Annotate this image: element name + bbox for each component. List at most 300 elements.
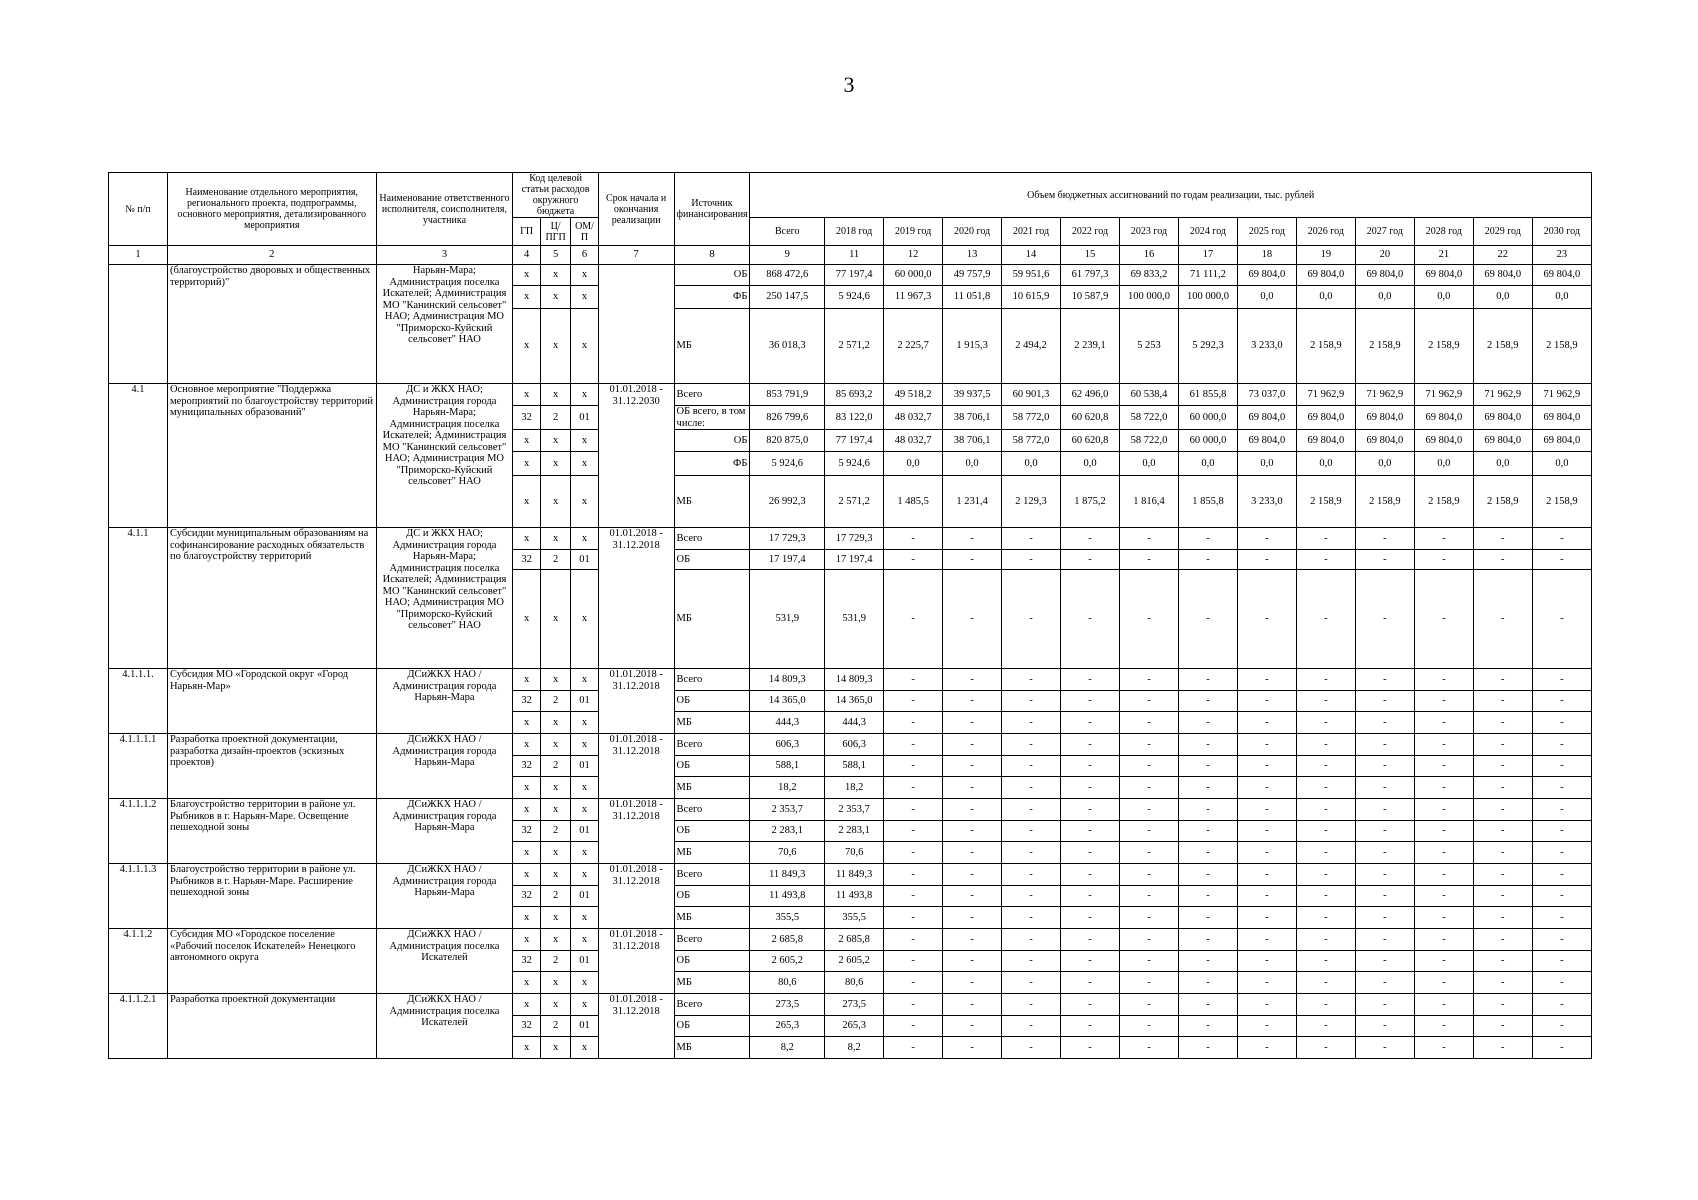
- value-year: -: [1002, 691, 1061, 712]
- value-year: 69 804,0: [1473, 406, 1532, 430]
- value-year: -: [1414, 951, 1473, 972]
- code-om: х: [571, 452, 598, 476]
- funding-source: Всего: [674, 994, 750, 1016]
- value-year: 2 353,7: [825, 799, 884, 821]
- value-year: -: [884, 570, 943, 669]
- code-gp: х: [513, 864, 540, 886]
- value-year: 1 875,2: [1061, 476, 1120, 528]
- value-year: -: [1532, 570, 1591, 669]
- value-year: -: [1296, 799, 1355, 821]
- header-num: № п/п: [109, 173, 168, 246]
- code-cpgp: х: [540, 265, 571, 286]
- value-total: 17 729,3: [750, 528, 825, 550]
- value-year: -: [943, 907, 1002, 929]
- header-year: 2024 год: [1178, 218, 1237, 246]
- value-year: -: [943, 842, 1002, 864]
- row-period: [598, 265, 674, 384]
- value-year: -: [943, 994, 1002, 1016]
- value-year: -: [1178, 570, 1237, 669]
- value-year: -: [1061, 929, 1120, 951]
- value-total: 868 472,6: [750, 265, 825, 286]
- value-year: 606,3: [825, 734, 884, 756]
- value-year: -: [1002, 886, 1061, 907]
- code-om: 01: [571, 1016, 598, 1037]
- value-year: -: [1119, 691, 1178, 712]
- value-year: 69 804,0: [1237, 430, 1296, 452]
- value-year: -: [943, 951, 1002, 972]
- row-number: [109, 265, 168, 384]
- code-cpgp: х: [540, 994, 571, 1016]
- value-total: 444,3: [750, 712, 825, 734]
- value-year: -: [884, 842, 943, 864]
- table-row: [109, 994, 1592, 1016]
- value-year: 2 225,7: [884, 309, 943, 384]
- value-total: 2 353,7: [750, 799, 825, 821]
- code-cpgp: 2: [540, 1016, 571, 1037]
- code-gp: х: [513, 384, 540, 406]
- value-year: -: [1473, 756, 1532, 777]
- value-year: -: [1237, 929, 1296, 951]
- value-year: 71 962,9: [1473, 384, 1532, 406]
- value-year: -: [1061, 669, 1120, 691]
- row-name: Разработка проектной документации, разработка дизайн-проектов (эскизных проектов): [167, 734, 376, 799]
- value-year: -: [1119, 570, 1178, 669]
- row-name: Субсидия МО «Городское поселение «Рабочий поселок Искателей» Ненецкого автономного округа: [167, 929, 376, 994]
- value-total: 5 924,6: [750, 452, 825, 476]
- code-gp: х: [513, 734, 540, 756]
- code-cpgp: х: [540, 309, 571, 384]
- funding-source: ФБ: [674, 286, 750, 309]
- code-om: 01: [571, 821, 598, 842]
- value-year: -: [1237, 972, 1296, 994]
- value-total: 531,9: [750, 570, 825, 669]
- value-year: 48 032,7: [884, 406, 943, 430]
- value-year: -: [1237, 777, 1296, 799]
- code-cpgp: 2: [540, 821, 571, 842]
- code-cpgp: х: [540, 972, 571, 994]
- value-year: -: [1355, 570, 1414, 669]
- code-om: х: [571, 929, 598, 951]
- value-year: -: [1002, 994, 1061, 1016]
- value-year: -: [1296, 756, 1355, 777]
- value-year: -: [1532, 691, 1591, 712]
- value-year: -: [884, 756, 943, 777]
- value-year: 10 587,9: [1061, 286, 1120, 309]
- value-year: -: [1237, 994, 1296, 1016]
- row-period: 01.01.2018 - 31.12.2018: [598, 929, 674, 994]
- value-total: 36 018,3: [750, 309, 825, 384]
- value-year: -: [1119, 994, 1178, 1016]
- row-number: 4.1: [109, 384, 168, 528]
- value-year: -: [1473, 669, 1532, 691]
- value-year: -: [1355, 929, 1414, 951]
- column-number: 22: [1473, 246, 1532, 265]
- code-om: х: [571, 864, 598, 886]
- value-year: -: [1532, 972, 1591, 994]
- code-om: х: [571, 286, 598, 309]
- value-total: 2 283,1: [750, 821, 825, 842]
- value-year: 69 804,0: [1296, 430, 1355, 452]
- value-year: -: [1178, 1016, 1237, 1037]
- value-year: 2 158,9: [1355, 476, 1414, 528]
- code-gp: 32: [513, 821, 540, 842]
- value-year: -: [1414, 886, 1473, 907]
- value-year: 69 804,0: [1296, 406, 1355, 430]
- value-year: -: [943, 777, 1002, 799]
- value-total: 14 809,3: [750, 669, 825, 691]
- value-year: 0,0: [1473, 452, 1532, 476]
- value-year: 2 239,1: [1061, 309, 1120, 384]
- value-year: -: [1473, 864, 1532, 886]
- value-year: 60 000,0: [884, 265, 943, 286]
- value-year: 0,0: [1532, 452, 1591, 476]
- code-cpgp: х: [540, 777, 571, 799]
- value-year: -: [1061, 570, 1120, 669]
- value-year: -: [1061, 756, 1120, 777]
- value-year: -: [884, 864, 943, 886]
- value-year: 1 485,5: [884, 476, 943, 528]
- value-year: 8,2: [825, 1037, 884, 1059]
- row-number: 4.1.1.1.1: [109, 734, 168, 799]
- value-total: 265,3: [750, 1016, 825, 1037]
- value-year: 0,0: [1414, 452, 1473, 476]
- value-year: 444,3: [825, 712, 884, 734]
- value-year: 69 804,0: [1473, 430, 1532, 452]
- code-gp: х: [513, 669, 540, 691]
- value-year: -: [1473, 907, 1532, 929]
- value-year: -: [1355, 756, 1414, 777]
- value-year: 77 197,4: [825, 430, 884, 452]
- value-year: -: [1532, 734, 1591, 756]
- value-year: 58 772,0: [1002, 406, 1061, 430]
- value-year: -: [1355, 864, 1414, 886]
- value-year: -: [1473, 528, 1532, 550]
- value-year: 71 962,9: [1414, 384, 1473, 406]
- value-year: 18,2: [825, 777, 884, 799]
- value-year: -: [1532, 951, 1591, 972]
- value-year: -: [1296, 691, 1355, 712]
- value-year: -: [1061, 821, 1120, 842]
- value-year: -: [884, 691, 943, 712]
- value-year: -: [1414, 528, 1473, 550]
- value-year: -: [943, 756, 1002, 777]
- value-year: -: [1237, 734, 1296, 756]
- value-year: -: [1473, 994, 1532, 1016]
- value-year: -: [1178, 691, 1237, 712]
- funding-source: МБ: [674, 712, 750, 734]
- code-om: 01: [571, 756, 598, 777]
- value-year: 11 051,8: [943, 286, 1002, 309]
- value-year: -: [1532, 1016, 1591, 1037]
- value-year: 2 158,9: [1414, 309, 1473, 384]
- code-gp: 32: [513, 1016, 540, 1037]
- value-year: -: [1355, 550, 1414, 570]
- row-name: Благоустройство территории в районе ул. Рыбников в г. Нарьян-Маре. Освещение пешеходной зоны: [167, 799, 376, 864]
- value-year: -: [1119, 907, 1178, 929]
- value-year: -: [1002, 821, 1061, 842]
- column-number: 7: [598, 246, 674, 265]
- table-row: [109, 528, 1592, 550]
- funding-source: ОБ: [674, 265, 750, 286]
- value-year: -: [1473, 799, 1532, 821]
- value-year: 69 804,0: [1296, 265, 1355, 286]
- code-om: х: [571, 907, 598, 929]
- value-year: -: [1473, 691, 1532, 712]
- funding-source: МБ: [674, 972, 750, 994]
- row-executor: ДС и ЖКХ НАО; Администрация города Нарьян-Мара; Администрация поселка Искателей; Администрация МО "Канинский сельсовет" НАО; Администрация МО "Приморско-Куйский сельсовет" НАО: [376, 528, 513, 669]
- page-number: 3: [843, 72, 855, 97]
- row-number: 4.1.1.1.3: [109, 864, 168, 929]
- header-year: 2019 год: [884, 218, 943, 246]
- code-gp: х: [513, 265, 540, 286]
- funding-source: ОБ: [674, 691, 750, 712]
- value-year: -: [1061, 972, 1120, 994]
- value-year: 14 809,3: [825, 669, 884, 691]
- code-om: 01: [571, 886, 598, 907]
- value-year: -: [1119, 756, 1178, 777]
- value-year: -: [884, 669, 943, 691]
- value-year: 39 937,5: [943, 384, 1002, 406]
- header-name: Наименование отдельного мероприятия, регионального проекта, подпрограммы, основного мероприятия, детализированного мероприятия: [167, 173, 376, 246]
- value-total: 606,3: [750, 734, 825, 756]
- funding-source: Всего: [674, 384, 750, 406]
- value-year: 1 231,4: [943, 476, 1002, 528]
- table-row: [109, 864, 1592, 886]
- column-number: 20: [1355, 246, 1414, 265]
- value-year: 14 365,0: [825, 691, 884, 712]
- value-year: 2 158,9: [1414, 476, 1473, 528]
- funding-source: ОБ всего, в том числе:: [674, 406, 750, 430]
- header-code: Код целевой статьи расходов окружного бюджета: [513, 173, 598, 218]
- value-year: 0,0: [1061, 452, 1120, 476]
- value-year: -: [1119, 864, 1178, 886]
- code-cpgp: х: [540, 864, 571, 886]
- value-year: 71 962,9: [1355, 384, 1414, 406]
- value-year: -: [1414, 799, 1473, 821]
- value-year: -: [1178, 972, 1237, 994]
- value-year: 2 158,9: [1532, 476, 1591, 528]
- funding-source: МБ: [674, 476, 750, 528]
- column-number: 19: [1296, 246, 1355, 265]
- funding-source: Всего: [674, 864, 750, 886]
- value-year: -: [943, 929, 1002, 951]
- value-year: -: [1002, 929, 1061, 951]
- value-year: 1 855,8: [1178, 476, 1237, 528]
- value-year: -: [943, 821, 1002, 842]
- row-executor: ДСиЖКХ НАО / Администрация города Нарьян-Мара: [376, 799, 513, 864]
- value-year: -: [1237, 821, 1296, 842]
- value-year: 60 901,3: [1002, 384, 1061, 406]
- value-year: -: [1355, 1016, 1414, 1037]
- value-year: -: [1532, 799, 1591, 821]
- funding-source: ОБ: [674, 1016, 750, 1037]
- value-year: -: [1473, 951, 1532, 972]
- value-year: -: [1414, 550, 1473, 570]
- table-row: [109, 929, 1592, 951]
- value-year: -: [1532, 669, 1591, 691]
- value-year: -: [1237, 712, 1296, 734]
- row-number: 4.1.1: [109, 528, 168, 669]
- value-year: -: [1061, 842, 1120, 864]
- value-year: -: [1296, 821, 1355, 842]
- value-year: 5 253: [1119, 309, 1178, 384]
- funding-source: МБ: [674, 842, 750, 864]
- code-om: х: [571, 430, 598, 452]
- value-year: -: [1532, 821, 1591, 842]
- row-period: 01.01.2018 - 31.12.2018: [598, 799, 674, 864]
- funding-source: МБ: [674, 907, 750, 929]
- value-year: -: [1296, 842, 1355, 864]
- funding-source: МБ: [674, 570, 750, 669]
- column-number: 17: [1178, 246, 1237, 265]
- column-number: 6: [571, 246, 598, 265]
- value-total: 250 147,5: [750, 286, 825, 309]
- value-year: 48 032,7: [884, 430, 943, 452]
- value-year: -: [1119, 1016, 1178, 1037]
- code-cpgp: х: [540, 286, 571, 309]
- header-volume: Объем бюджетных ассигнований по годам реализации, тыс. рублей: [750, 173, 1592, 218]
- value-total: 820 875,0: [750, 430, 825, 452]
- value-year: -: [884, 712, 943, 734]
- value-year: -: [1237, 756, 1296, 777]
- value-year: -: [1002, 1016, 1061, 1037]
- value-year: -: [1296, 669, 1355, 691]
- column-number: 18: [1237, 246, 1296, 265]
- code-gp: х: [513, 712, 540, 734]
- value-year: -: [1355, 669, 1414, 691]
- value-year: -: [1414, 669, 1473, 691]
- value-year: -: [1119, 712, 1178, 734]
- code-om: х: [571, 994, 598, 1016]
- value-year: -: [884, 951, 943, 972]
- row-name: (благоустройство дворовых и общественных территорий)": [167, 265, 376, 384]
- value-year: 2 158,9: [1473, 309, 1532, 384]
- column-number: 23: [1532, 246, 1591, 265]
- value-year: -: [1237, 842, 1296, 864]
- value-year: -: [1532, 886, 1591, 907]
- value-year: -: [1061, 1037, 1120, 1059]
- value-year: 69 804,0: [1237, 265, 1296, 286]
- code-gp: х: [513, 452, 540, 476]
- value-year: -: [1473, 1016, 1532, 1037]
- value-year: -: [943, 669, 1002, 691]
- code-gp: 32: [513, 550, 540, 570]
- value-year: -: [1178, 994, 1237, 1016]
- table-row: [109, 265, 1592, 286]
- header-code-gp: ГП: [513, 218, 540, 246]
- value-year: 11 967,3: [884, 286, 943, 309]
- code-gp: 32: [513, 886, 540, 907]
- value-year: 11 493,8: [825, 886, 884, 907]
- value-year: 2 685,8: [825, 929, 884, 951]
- value-total: 2 685,8: [750, 929, 825, 951]
- code-om: х: [571, 1037, 598, 1059]
- value-year: -: [1178, 886, 1237, 907]
- value-year: -: [1178, 669, 1237, 691]
- value-year: 69 804,0: [1355, 406, 1414, 430]
- value-year: -: [1061, 528, 1120, 550]
- value-year: -: [1237, 1037, 1296, 1059]
- code-cpgp: х: [540, 476, 571, 528]
- header-year: 2029 год: [1473, 218, 1532, 246]
- value-year: -: [1473, 842, 1532, 864]
- value-year: -: [1002, 951, 1061, 972]
- value-year: -: [1237, 570, 1296, 669]
- value-year: 0,0: [1119, 452, 1178, 476]
- value-year: 77 197,4: [825, 265, 884, 286]
- value-year: 69 804,0: [1414, 406, 1473, 430]
- value-total: 70,6: [750, 842, 825, 864]
- value-year: -: [1355, 972, 1414, 994]
- value-year: -: [1178, 907, 1237, 929]
- value-year: -: [1414, 756, 1473, 777]
- value-year: -: [1119, 821, 1178, 842]
- value-year: -: [1237, 669, 1296, 691]
- table-row: [109, 734, 1592, 756]
- value-year: -: [1473, 734, 1532, 756]
- value-year: -: [943, 1037, 1002, 1059]
- value-year: -: [1414, 994, 1473, 1016]
- value-year: -: [1002, 972, 1061, 994]
- value-year: -: [1119, 777, 1178, 799]
- value-year: 60 620,8: [1061, 406, 1120, 430]
- value-year: 100 000,0: [1119, 286, 1178, 309]
- code-cpgp: 2: [540, 886, 571, 907]
- value-year: 58 772,0: [1002, 430, 1061, 452]
- code-gp: х: [513, 309, 540, 384]
- table-body: [109, 265, 1592, 1059]
- row-name: Благоустройство территории в районе ул. Рыбников в г. Нарьян-Маре. Расширение пешеходной зоны: [167, 864, 376, 929]
- value-year: -: [1178, 929, 1237, 951]
- column-number: 21: [1414, 246, 1473, 265]
- value-year: -: [1002, 669, 1061, 691]
- value-year: -: [884, 994, 943, 1016]
- row-executor: ДСиЖКХ НАО / Администрация города Нарьян-Мара: [376, 864, 513, 929]
- value-year: 60 538,4: [1119, 384, 1178, 406]
- value-total: 355,5: [750, 907, 825, 929]
- row-period: 01.01.2018 - 31.12.2018: [598, 734, 674, 799]
- value-year: 11 849,3: [825, 864, 884, 886]
- budget-table: [108, 172, 1592, 1059]
- value-year: -: [1178, 528, 1237, 550]
- value-year: -: [1296, 907, 1355, 929]
- funding-source: Всего: [674, 734, 750, 756]
- column-number: 13: [943, 246, 1002, 265]
- value-total: 80,6: [750, 972, 825, 994]
- value-year: 2 129,3: [1002, 476, 1061, 528]
- value-year: -: [1355, 907, 1414, 929]
- value-year: 80,6: [825, 972, 884, 994]
- value-year: -: [1119, 951, 1178, 972]
- value-year: 60 620,8: [1061, 430, 1120, 452]
- code-om: х: [571, 669, 598, 691]
- funding-source: ОБ: [674, 430, 750, 452]
- funding-source: ОБ: [674, 951, 750, 972]
- value-year: 3 233,0: [1237, 309, 1296, 384]
- value-year: 2 283,1: [825, 821, 884, 842]
- value-year: -: [1355, 734, 1414, 756]
- header-year: 2018 год: [825, 218, 884, 246]
- value-year: -: [1178, 777, 1237, 799]
- value-year: 58 722,0: [1119, 406, 1178, 430]
- value-year: -: [884, 777, 943, 799]
- code-cpgp: х: [540, 734, 571, 756]
- value-year: -: [1414, 842, 1473, 864]
- value-year: 0,0: [943, 452, 1002, 476]
- value-year: -: [1532, 528, 1591, 550]
- value-year: 69 804,0: [1414, 430, 1473, 452]
- code-gp: х: [513, 777, 540, 799]
